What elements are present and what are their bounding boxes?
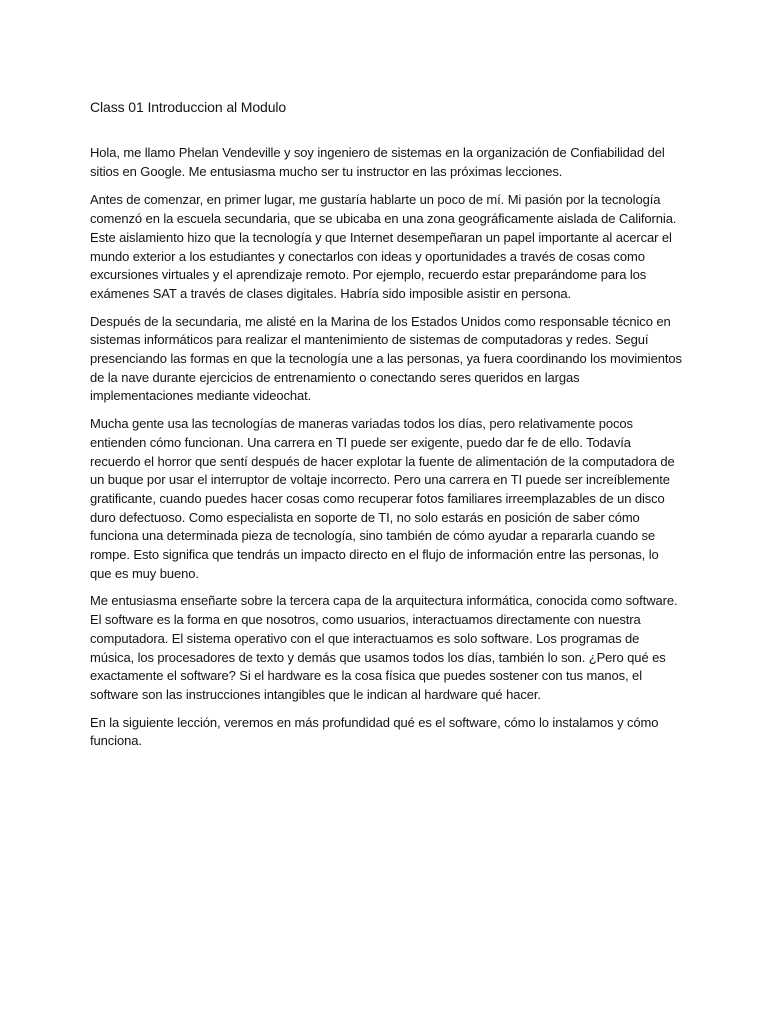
text-line: funciona una determinada pieza de tecnología, sino también de cómo ayudar a repararla cuando se [90,528,656,544]
text-line: un buque por usar el interruptor de voltaje incorrecto. Pero una carrera en TI puede ser increíblemente [90,472,670,488]
text-line: exactamente el software? Si el hardware es la cosa física que puedes sostener con tus manos, el [90,668,642,684]
document-body [90,144,690,751]
text-line: mundo exterior a los estudiantes y conectarlos con ideas y oportunidades a través de cosas como [90,248,645,264]
text-line: gratificante, cuando puedes hacer cosas como recuperar fotos familiares irreemplazables de un disco [90,490,665,506]
text-line: Me entusiasma enseñarte sobre la tercera capa de la arquitectura informática, conocida como software. [90,593,678,609]
paragraph-6 [90,714,690,751]
text-line: Mucha gente usa las tecnologías de maneras variadas todos los días, pero relativamente pocos [90,416,633,432]
text-line: duro defectuoso. Como especialista en soporte de TI, no solo estarás en posición de saber cómo [90,509,640,525]
paragraph-2 [90,191,690,303]
text-line: Este aislamiento hizo que la tecnología y que Internet desempeñaran un papel importante al acercar el [90,229,672,245]
text-line: El software es la forma en que nosotros, como usuarios, interactuamos directamente con nuestra [90,612,641,628]
text-line: excursiones virtuales y el aprendizaje remoto. Por ejemplo, recuerdo estar preparándome para los [90,267,647,283]
text-line: funciona. [90,733,142,749]
text-line: implementaciones mediante videochat. [90,388,312,404]
text-line: Después de la secundaria, me alisté en la Marina de los Estados Unidos como responsable técnico en [90,313,671,329]
text-line: sistemas informáticos para realizar el mantenimiento de sistemas de computadoras y redes. Seguí [90,332,649,348]
text-line: rompe. Esto significa que tendrás un impacto directo en el flujo de información entre las personas, lo [90,547,659,563]
text-line: Antes de comenzar, en primer lugar, me gustaría hablarte un poco de mí. Mi pasión por la tecnología [90,192,661,208]
text-line: presenciando las formas en que la tecnología une a las personas, ya fuera coordinando los movimientos [90,351,682,367]
text-line: recuerdo el horror que sentí después de hacer explotar la fuente de alimentación de la computadora de [90,453,675,469]
text-line: En la siguiente lección, veremos en más profundidad qué es el software, cómo lo instalamos y cómo [90,714,659,730]
paragraph-4 [90,415,690,583]
text-line: software son las instrucciones intangibles que le indican al hardware qué hacer. [90,686,541,702]
text-line: comenzó en la escuela secundaria, que se ubicaba en una zona geográficamente aislada de California. [90,211,677,227]
text-line: computadora. El sistema operativo con el que interactuamos es solo software. Los programas de [90,630,640,646]
document-title: Class 01 Introduccion al Modulo [90,99,287,115]
text-line: que es muy bueno. [90,565,199,581]
text-line: música, los procesadores de texto y demás que usamos todos los días, también lo son. ¿Pero qué es [90,649,666,665]
text-line: Hola, me llamo Phelan Vendeville y soy ingeniero de sistemas en la organización de Confiabilidad del [90,145,665,160]
text-line: entienden cómo funcionan. Una carrera en TI puede ser exigente, puedo dar fe de ello. Todavía [90,434,631,450]
document-page [90,96,690,760]
paragraph-3 [90,313,690,407]
text-line: exámenes SAT a través de clases digitales. Habría sido imposible asistir en persona. [90,285,572,301]
paragraph-5 [90,592,690,704]
text-line: de la nave durante ejercicios de entrenamiento o conectando seres queridos en largas [90,369,580,385]
paragraph-1 [90,144,690,181]
text-line: sitios en Google. Me entusiasma mucho ser tu instructor en las próximas lecciones. [90,163,563,179]
